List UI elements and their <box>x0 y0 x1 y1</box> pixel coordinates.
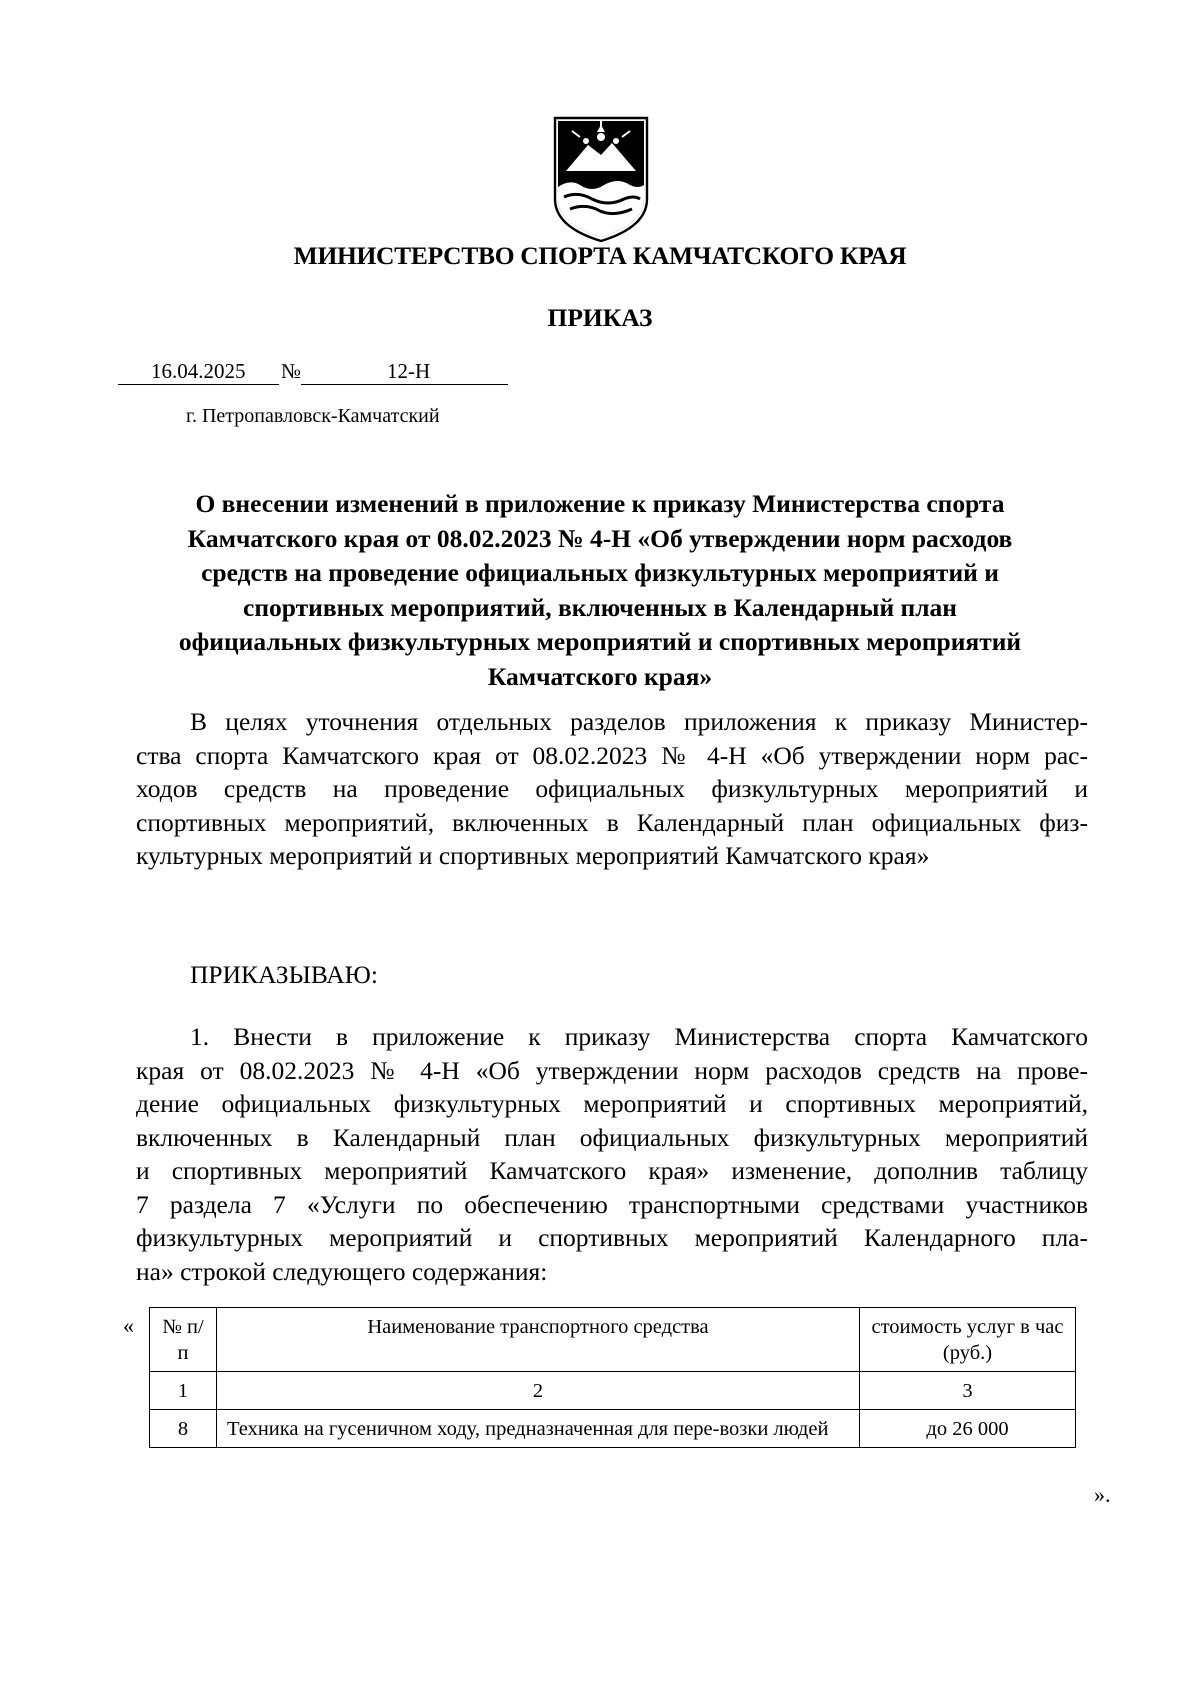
date-field <box>118 359 279 385</box>
paragraph-line: на» строкой следующего содержания: <box>136 1256 548 1286</box>
order-title <box>80 487 1120 694</box>
title-line: средств на проведение официальных физкультурных мероприятий и <box>201 558 999 587</box>
table-cell: 3 <box>860 1372 1076 1410</box>
paragraph-line: 1. Внести в приложение к приказу Министерства спорта Камчатского <box>190 1022 1088 1051</box>
number-field <box>301 359 508 385</box>
paragraph-line: и спортивных мероприятий Камчатского края» изменение, дополнив таблицу <box>136 1156 1088 1185</box>
ministry-heading: МИНИСТЕРСТВО СПОРТА КАМЧАТСКОГО КРАЯ <box>293 241 907 270</box>
coat-of-arms-emblem <box>552 115 650 243</box>
item-1-paragraph <box>136 1020 1088 1288</box>
paragraph-line: ходов средств на проведение официальных физкультурных мероприятий и <box>136 774 1088 803</box>
paragraph-line: спортивных мероприятий, включенных в Календарный план официальных физ- <box>136 807 1088 837</box>
table-row <box>150 1410 1076 1448</box>
order-word: ПРИКАЗЫВАЮ: <box>190 960 378 989</box>
table-index-row <box>150 1372 1076 1410</box>
city-line: г. Петропавловск-Камчатский <box>186 405 440 427</box>
quote-open: « <box>123 1313 134 1338</box>
header-cost: стоимость услуг в час (руб.) <box>860 1308 1076 1372</box>
header-number: № п/п <box>150 1308 217 1372</box>
transport-table <box>149 1307 1076 1448</box>
table-header-row <box>150 1308 1076 1372</box>
paragraph-line: 7 раздела 7 «Услуги по обеспечению транспортными средствами участников <box>136 1189 1088 1219</box>
number-sign: № <box>281 359 302 383</box>
paragraph-line: физкультурных мероприятий и спортивных мероприятий Календарного пла- <box>136 1223 1088 1252</box>
table-cell: 2 <box>217 1372 860 1410</box>
paragraph-line: включенных в Календарный план официальных физкультурных мероприятий <box>136 1122 1088 1152</box>
quote-close: ». <box>1094 1482 1111 1507</box>
paragraph-line: ства спорта Камчатского края от 08.02.2023 № 4-Н «Об утверждении норм рас- <box>136 740 1088 770</box>
document-type-heading: ПРИКАЗ <box>547 303 653 332</box>
title-line: спортивных мероприятий, включенных в Календарный план <box>243 592 957 622</box>
paragraph-line: культурных мероприятий и спортивных мероприятий Камчатского края» <box>136 841 930 870</box>
title-line: Камчатского края от 08.02.2023 № 4-Н «Об утверждении норм расходов <box>187 523 1013 553</box>
table-cell: 8 <box>150 1410 217 1448</box>
preamble-paragraph <box>136 705 1088 873</box>
header-vehicle-name: Наименование транспортного средства <box>217 1308 860 1372</box>
title-line: О внесении изменений в приложение к приказу Министерства спорта <box>195 489 1005 518</box>
order-date: 16.04.2025 <box>151 359 246 383</box>
order-number: 12-Н <box>387 359 431 383</box>
table-cell: Техника на гусеничном ходу, предназначенная для пере-возки людей <box>217 1410 860 1448</box>
table-cell: 1 <box>150 1372 217 1410</box>
paragraph-line: В целях уточнения отдельных разделов приложения к приказу Министер- <box>190 707 1088 736</box>
title-line: Камчатского края» <box>487 661 713 691</box>
paragraph-line: дение официальных физкультурных мероприятий и спортивных мероприятий, <box>136 1089 1088 1118</box>
table-cell: до 26 000 <box>860 1410 1076 1448</box>
paragraph-line: края от 08.02.2023 № 4-Н «Об утверждении норм расходов средств на прове- <box>136 1055 1088 1085</box>
title-line: официальных физкультурных мероприятий и спортивных мероприятий <box>178 627 1022 656</box>
